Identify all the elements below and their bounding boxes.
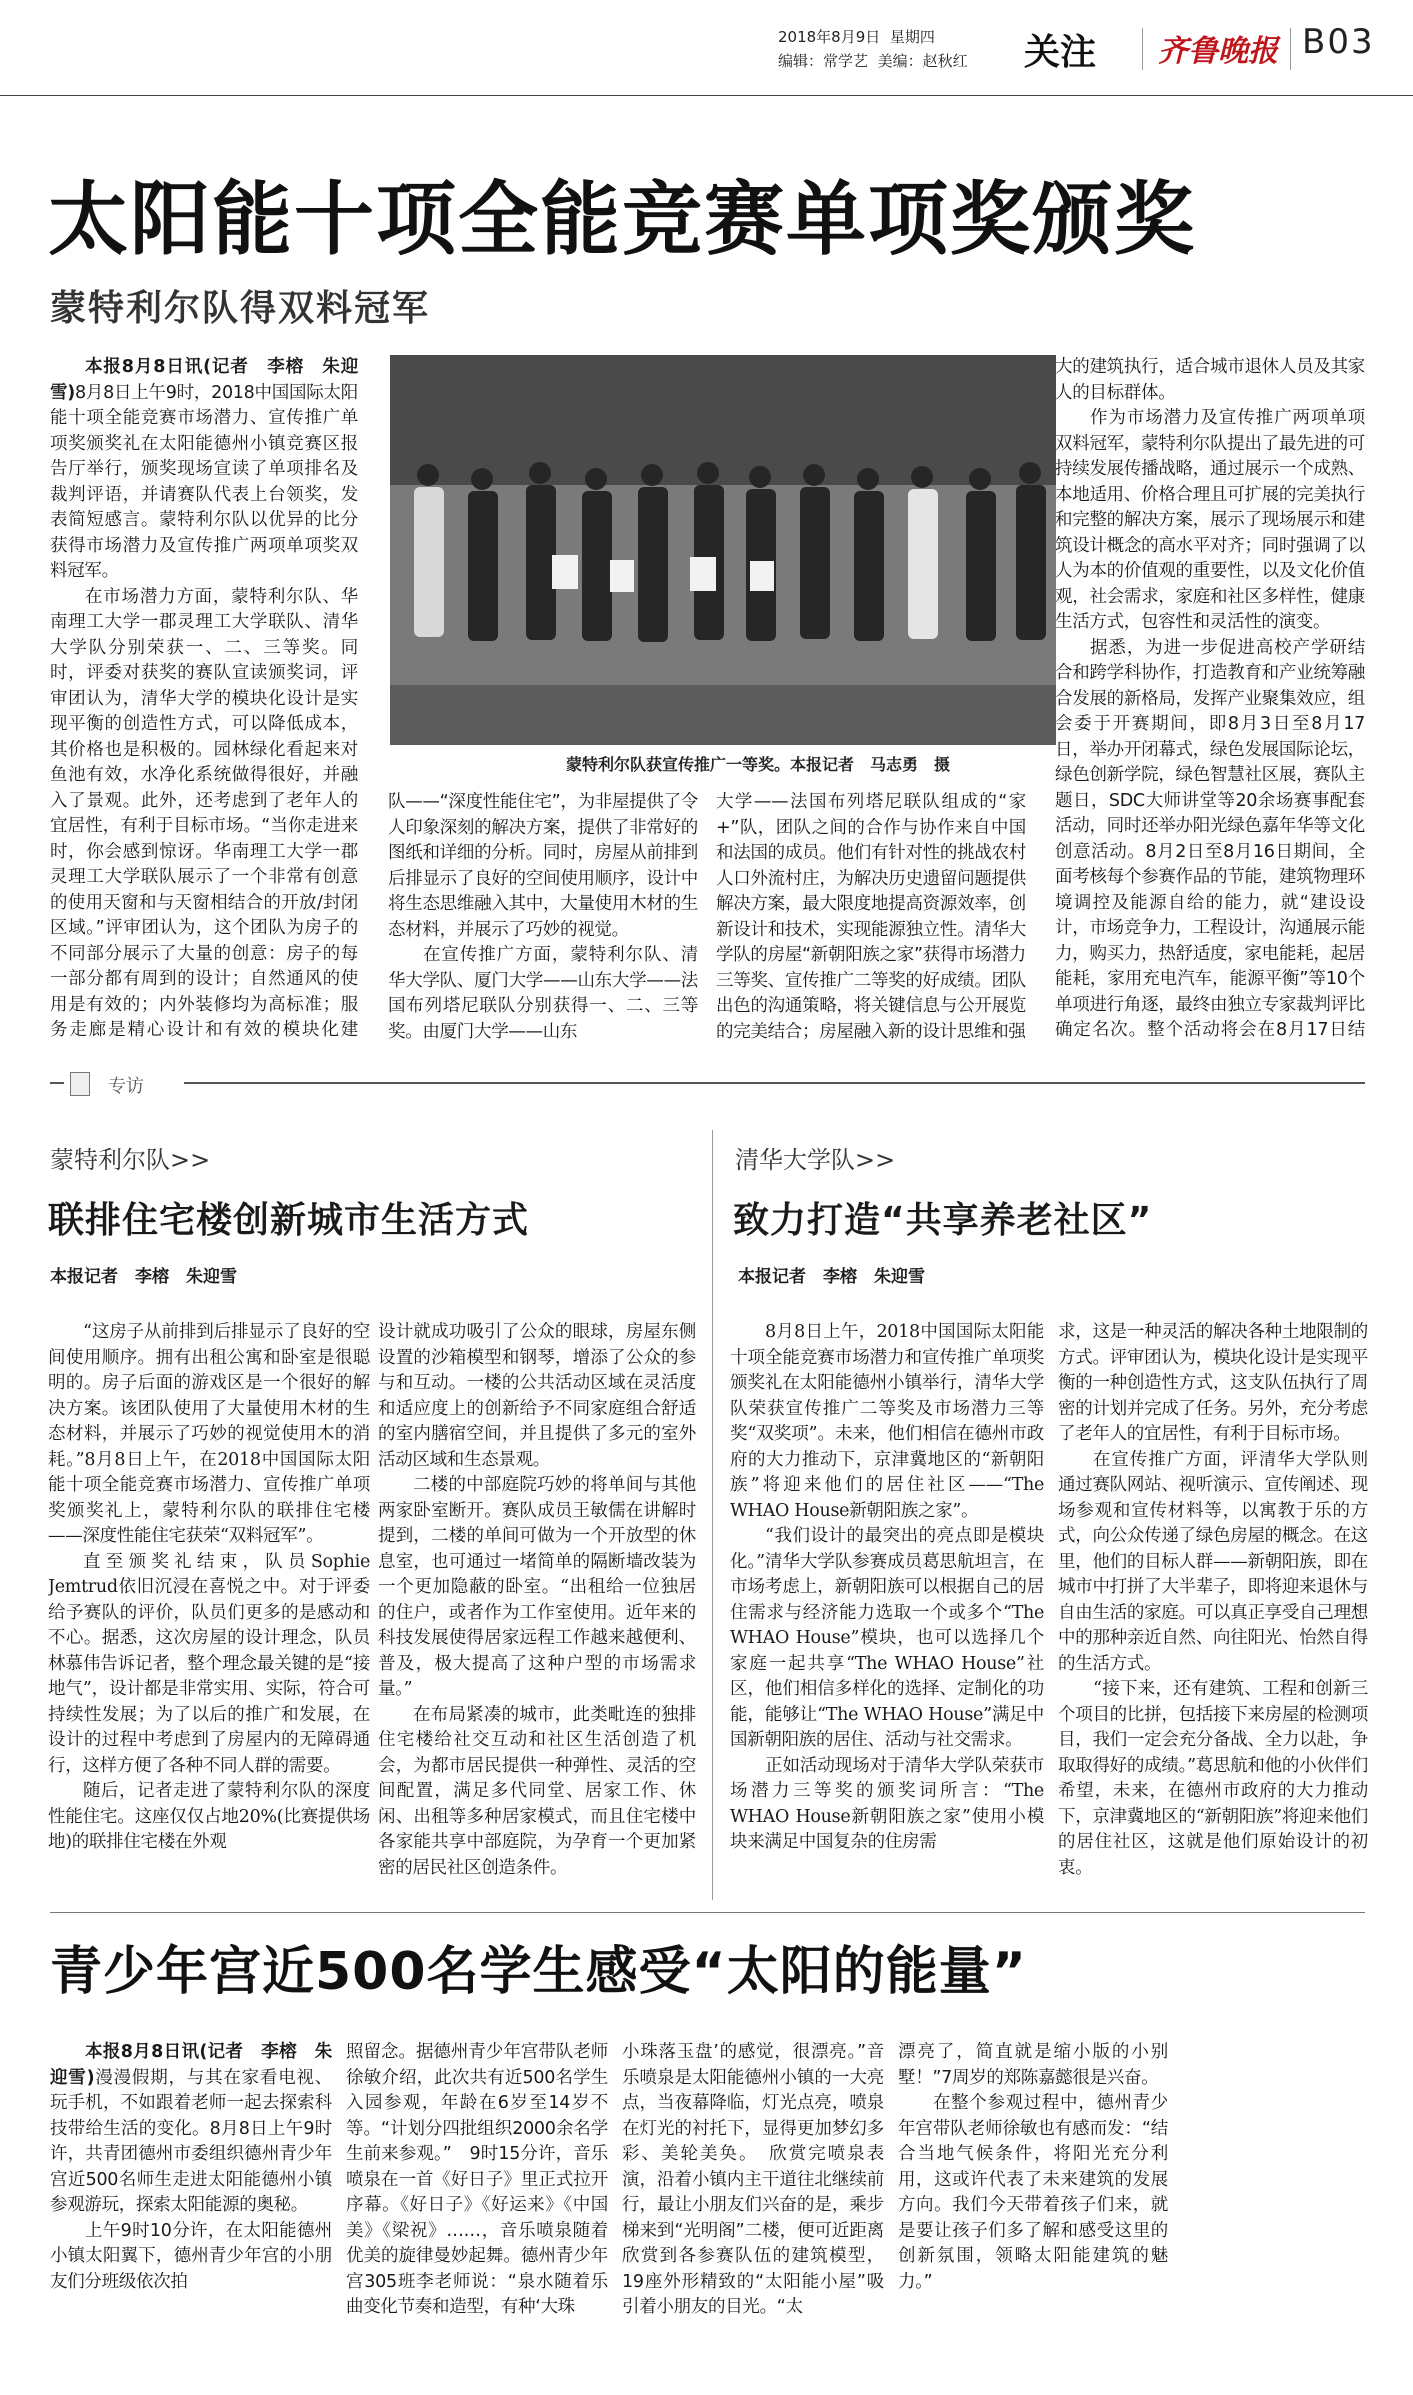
youth-col4-p1: 漂亮了，简直就是缩小版的小别墅！”7周岁的郑陈嘉懿很是兴奋。	[898, 2042, 1168, 2088]
main-col-4	[1055, 355, 1365, 1043]
page-number: B03	[1302, 22, 1375, 62]
interview-divider	[712, 1130, 713, 1900]
left-a-p3: 随后，记者走进了蒙特利尔队的深度性能住宅。这座仅仅占地20%(比赛提供场地)的联排住宅楼在外观	[48, 1781, 370, 1852]
main-col4-p1: 作为市场潜力及宣传推广两项单项双料冠军，蒙特利尔队提出了最先进的可持续发展传播战略，通过展示一个成熟、本地适用、价格合理且可扩展的完美执行和完整的解决方案，展示了现场展示和建筑设计概念的高水平对齐；同时强调了以人为本的价值观的重要性，以及文化价值观，社会需求，家庭和社区多样性，健康生活方式，包容性和灵活性的演变。	[1055, 408, 1365, 632]
header-editors	[778, 50, 968, 71]
main-col-3	[716, 790, 1026, 1043]
main-col3-cont: 大学——法国布列塔尼联队组成的“家+”队，团队之间的合作与协作来自中国和法国的成员。他们有针对性的挑战农村人口外流村庄，为解决历史遗留问题提供解决方案，最大限度地提高资源效率，创新设计和技术，实现能源独立性。清华大学队的房屋“新朝阳族之家”获得市场潜力三等奖、宣传推广二等奖的好成绩。团队出色的沟通策略，将关键信息与公开展览的完美结合；房屋融入新的设计思维和强	[716, 792, 1026, 1042]
header-divider	[1142, 28, 1143, 70]
interview-label-text: 专访	[108, 1076, 144, 1097]
designer: 美编：赵秋红	[877, 52, 968, 70]
interview-icon	[70, 1072, 90, 1096]
main-lead: 本报8月8日讯(记者 李榕 朱迎雪)	[50, 357, 358, 403]
right-col-a	[730, 1320, 1044, 1890]
right-b-p1: 求，这是一种灵活的解决各种土地限制的方式。评审团认为，模块化设计是实现平衡的一种创造性方式，这支队伍执行了周密的计划并完成了任务。另外，充分考虑了老年人的宜居性，有利于目标市场。	[1058, 1322, 1368, 1444]
youth-col-2	[346, 2040, 608, 2370]
header-divider-2	[1290, 28, 1291, 70]
main-col-1	[50, 355, 358, 1043]
right-col-b	[1058, 1320, 1368, 1890]
youth-rule	[50, 1912, 1365, 1913]
youth-col4-p2: 在整个参观过程中，德州青少年宫带队老师徐敏也有感而发：“结合当地气候条件，将阳光充分利用，这或许代表了未来建筑的发展方向。我们今天带着孩子们来，就是要让孩子们多了解和感受这里的创新氛围，领略太阳能建筑的魅力。”	[898, 2093, 1168, 2292]
award-photo	[390, 355, 1056, 745]
main-col-2	[388, 790, 698, 1043]
left-col-a	[48, 1320, 370, 1890]
award-photo-illustration	[390, 355, 1056, 745]
left-b-p1: 设计就成功吸引了公众的眼球，房屋东侧设置的沙箱模型和钢琴，增添了公众的参与和互动。一楼的公共活动区域在灵活度和适应度上的创新给予不同家庭组合舒适的室内膳宿空间，并且提供了多元的室外活动区域和生态景观。	[378, 1322, 696, 1470]
right-b-p2: 在宣传推广方面，评清华大学队则通过赛队网站、视听演示、宣传阐述、现场参观和宣传材料等，以寓教于乐的方式，向公众传递了绿色房屋的概念。在这里，他们的目标人群——新朝阳族，即在城市中打拼了大半辈子，即将迎来退休与自由生活的家庭。可以真正享受自己理想中的那种亲近自然、向往阳光、怡然自得的生活方式。	[1058, 1449, 1368, 1674]
left-title: 联排住宅楼创新城市生活方式	[48, 1200, 530, 1241]
youth-col-1	[50, 2040, 332, 2370]
main-subheadline: 蒙特利尔队得双料冠军	[50, 288, 431, 329]
left-a-p2: 直至颁奖礼结束，队员Sophie Jemtrud依旧沉浸在喜悦之中。对于评委给予赛队的评价，队员们更多的是感动和不心。据悉，这次房屋的设计理念，队员林慕伟告诉记者，整个理念最关键的是“接地气”，设计都是非常实用、实际，符合可持续性发展；为了以后的推广和发展，在设计的过程中考虑到了房屋内的无障碍通行，这样方便了各种不同人群的需要。	[48, 1551, 370, 1776]
main-col2-p1: 在宣传推广方面，蒙特利尔队、清华大学队、厦门大学——山东大学——法国布列塔尼联队分别获得一、二、三等奖。由厦门大学——山东	[388, 945, 698, 1042]
section-rule	[50, 1082, 1365, 1084]
main-col4-cont: 大的建筑执行，适合城市退休人员及其家人的目标群体。	[1055, 357, 1365, 403]
page-header	[0, 0, 1413, 100]
interview-label	[64, 1066, 184, 1102]
left-b-p2: 二楼的中部庭院巧妙的将单间与其他两家卧室断开。赛队成员王敏儒在讲解时提到，二楼的单间可做为一个开放型的休息室，也可通过一堵简单的隔断墙改装为一个更加隐蔽的卧室。“出租给一位独居的住户，或者作为工作室使用。近年来的科技发展使得居家远程工作越来越便利、普及，极大提高了这种户型的市场需求量。”	[378, 1475, 696, 1699]
right-a-p1: 8月8日上午，2018中国国际太阳能十项全能竞赛市场潜力和宣传推广单项奖颁奖礼在太阳能德州小镇举行，清华大学队荣获宣传推广二等奖及市场潜力三等奖“双奖项”。未来，他们相信在德州市政府的大力推动下，京津冀地区的“新朝阳族”将迎来他们的居住社区——“The WHAO House新朝阳族之家”。	[730, 1322, 1044, 1521]
main-col1-p1: 8月8日上午9时，2018中国国际太阳能十项全能竞赛市场潜力、宣传推广单项奖颁奖礼在太阳能德州小镇竞赛区报告厅举行，颁奖现场宣读了单项排名及裁判评语，并请赛队代表上台领奖，发表简短感言。蒙特利尔队以优异的比分获得市场潜力及宣传推广两项单项奖双料冠军。	[50, 382, 358, 581]
main-col1-p2: 在市场潜力方面，蒙特利尔队、华南理工大学一郡灵理工大学联队、清华大学队分别荣获一、二、三等奖。同时，评委对获奖的赛队宣读颁奖词，评审团认为，清华大学的模块化设计是实现平衡的创造性方式，可以降低成本，其价格也是积极的。园林绿化看起来对鱼池有效，水净化系统做得很好，并融入了景观。此外，还考虑到了老年人的宜居性，有利于目标市场。“当你走进来时，你会感到惊讶。华南理工大学一郡灵理工大学联队展示了一个非常有创意的使用天窗和与天窗相结合的开放/封闭区域。”评审团认为，这个团队为房子的不同部分展示了大量的创意：房子的每一部分都有周到的设计；自然通风的使用是有效的；内外装修均为高标准；服务走廊是精心设计和有效的模块化建	[50, 586, 358, 1040]
right-title: 致力打造“共享养老社区”	[733, 1200, 1153, 1241]
photo-caption: 蒙特利尔队获宣传推广一等奖。本报记者 马志勇 摄	[566, 755, 951, 774]
right-byline: 本报记者 李榕 朱迎雪	[738, 1267, 925, 1287]
right-b-p3: “接下来，还有建筑、工程和创新三个项目的比拼，包括接下来房屋的检测项目，我们一定会充分备战、全力以赴，争取取得好的成绩。”葛思航和他的小伙伴们希望，未来，在德州市政府的大力推动下，京津冀地区的“新朝阳族”将迎来他们的居住社区，这就是他们原始设计的初衷。	[1058, 1679, 1368, 1878]
date: 2018年8月9日	[778, 28, 881, 46]
youth-col-4	[898, 2040, 1168, 2370]
right-a-p2: “我们设计的最突出的亮点即是模块化。”清华大学队参赛成员葛思航坦言，在市场考虑上，新朝阳族可以根据自己的居住需求与经济能力选取一个或多个“The WHAO House”模块，也可以选择几个家庭一起共享“The WHAO House”社区，他们相信多样化的选择、定制化的功能，能够让“The WHAO House”满足中国新朝阳族的居住、活动与社交需求。	[730, 1526, 1044, 1750]
main-headline: 太阳能十项全能竞赛单项奖颁奖	[48, 173, 1196, 266]
header-date	[778, 26, 935, 47]
youth-col3-text: 小珠落玉盘’的感觉，很漂亮。”音乐喷泉是太阳能德州小镇的一大亮点，当夜幕降临，灯光点亮，喷泉在灯光的衬托下，显得更加梦幻多彩、美轮美奂。 欣赏完喷泉表演，沿着小镇内主干道往北继续前行，最让小朋友们兴奋的是，乘步梯来到“光明阁”二楼，便可近距离欣赏到各参赛队伍的建筑模型，19座外形精致的“太阳能小屋”吸引着小朋友的目光。“太	[622, 2042, 884, 2317]
left-col-b	[378, 1320, 696, 1890]
header-rule	[0, 95, 1413, 96]
left-a-p1: “这房子从前排到后排显示了良好的空间使用顺序。拥有出租公寓和卧室是很聪明的。房子后面的游戏区是一个很好的解决方案。该团队使用了大量使用木材的生态材料，并展示了巧妙的视觉使用木的消耗。”8月8日上午，在2018中国国际太阳能十项全能竞赛市场潜力、宣传推广单项奖颁奖礼上，蒙特利尔队的联排住宅楼——深度性能住宅获荣“双料冠军”。	[48, 1322, 370, 1546]
right-a-p3: 正如活动现场对于清华大学队荣获市场潜力三等奖的颁奖词所言：“The WHAO House新朝阳族之家”使用小模块来满足中国复杂的住房需	[730, 1755, 1044, 1852]
editor: 编辑：常学艺	[778, 52, 869, 70]
left-b-p3: 在布局紧凑的城市，此类毗连的独排住宅楼给社交互动和社区生活创造了机会，为都市居民提供一种弹性、灵活的空间配置，满足多代同堂、居家工作、休闲、出租等多种居家模式，而且住宅楼中各家能共享中部庭院，为孕育一个更加紧密的居民社区创造条件。	[378, 1704, 696, 1878]
youth-col2-text: 照留念。据德州青少年宫带队老师徐敏介绍，此次共有近500名学生入园参观，年龄在6岁至14岁不等。“计划分四批组织2000余名学生前来参观。” 9时15分许，音乐喷泉在一首《好日子》里正式拉开序幕。《好日子》《好运来》《中国美》《梁祝》……，音乐喷泉随着优美的旋律曼妙起舞。德州青少年宫305班李老师说：“泉水随着乐曲变化节奏和造型，有种‘大珠	[346, 2042, 608, 2317]
paper-logo: 齐鲁晚报	[1158, 34, 1278, 69]
section-name: 关注	[1024, 32, 1097, 73]
youth-col1-p2: 上午9时10分许，在太阳能德州小镇太阳翼下，德州青少年宫的小朋友们分班级依次拍	[50, 2220, 332, 2292]
youth-col-3	[622, 2040, 884, 2370]
left-byline: 本报记者 李榕 朱迎雪	[50, 1267, 237, 1287]
left-kicker: 蒙特利尔队>>	[50, 1146, 211, 1174]
main-col4-p2: 据悉，为进一步促进高校产学研结合和跨学科协作，打造教育和产业统筹融合发展的新格局，发挥产业聚集效应，组会委于开赛期间，即8月3日至8月17日，举办开闭幕式，绿色发展国际论坛，绿色创新学院，绿色智慧社区展，赛队主题日，SDC大师讲堂等20余场赛事配套活动，同时还举办阳光绿色嘉年华等文化创意活动。8月2日至8月16日期间，全面考核每个参赛作品的节能，建筑物理环境调控及能源自给的能力，就“建设设计，市场竞争力，工程设计，沟通展示能力，购买力，热舒适度，家电能耗，起居能耗，家用充电汽车，能源平衡”等10个单项进行角逐，最终由独立专家裁判评比确定名次。整个活动将会在8月17日结	[1055, 637, 1365, 1040]
main-col2-cont: 队——“深度性能住宅”，为非屋提供了令人印象深刻的解决方案，提供了非常好的图纸和详细的分析。同时，房屋从前排到后排显示了良好的空间使用顺序，设计中将生态思维融入其中，大量使用木材的生态材料，并展示了巧妙的视觉。	[388, 792, 698, 940]
youth-col1-p1: 漫漫假期，与其在家看电视、玩手机，不如跟着老师一起去探索科技带给生活的变化。8月8日上午9时许，共青团德州市委组织德州青少年宫近500名师生走进太阳能德州小镇参观游玩，探索太阳能源的奥秘。	[50, 2067, 332, 2215]
right-kicker: 清华大学队>>	[735, 1146, 896, 1174]
youth-headline: 青少年宫近500名学生感受“太阳的能量”	[50, 1942, 1027, 2002]
weekday: 星期四	[889, 28, 935, 46]
youth-lead: 本报8月8日讯(记者 李榕 朱迎雪)	[50, 2042, 332, 2088]
